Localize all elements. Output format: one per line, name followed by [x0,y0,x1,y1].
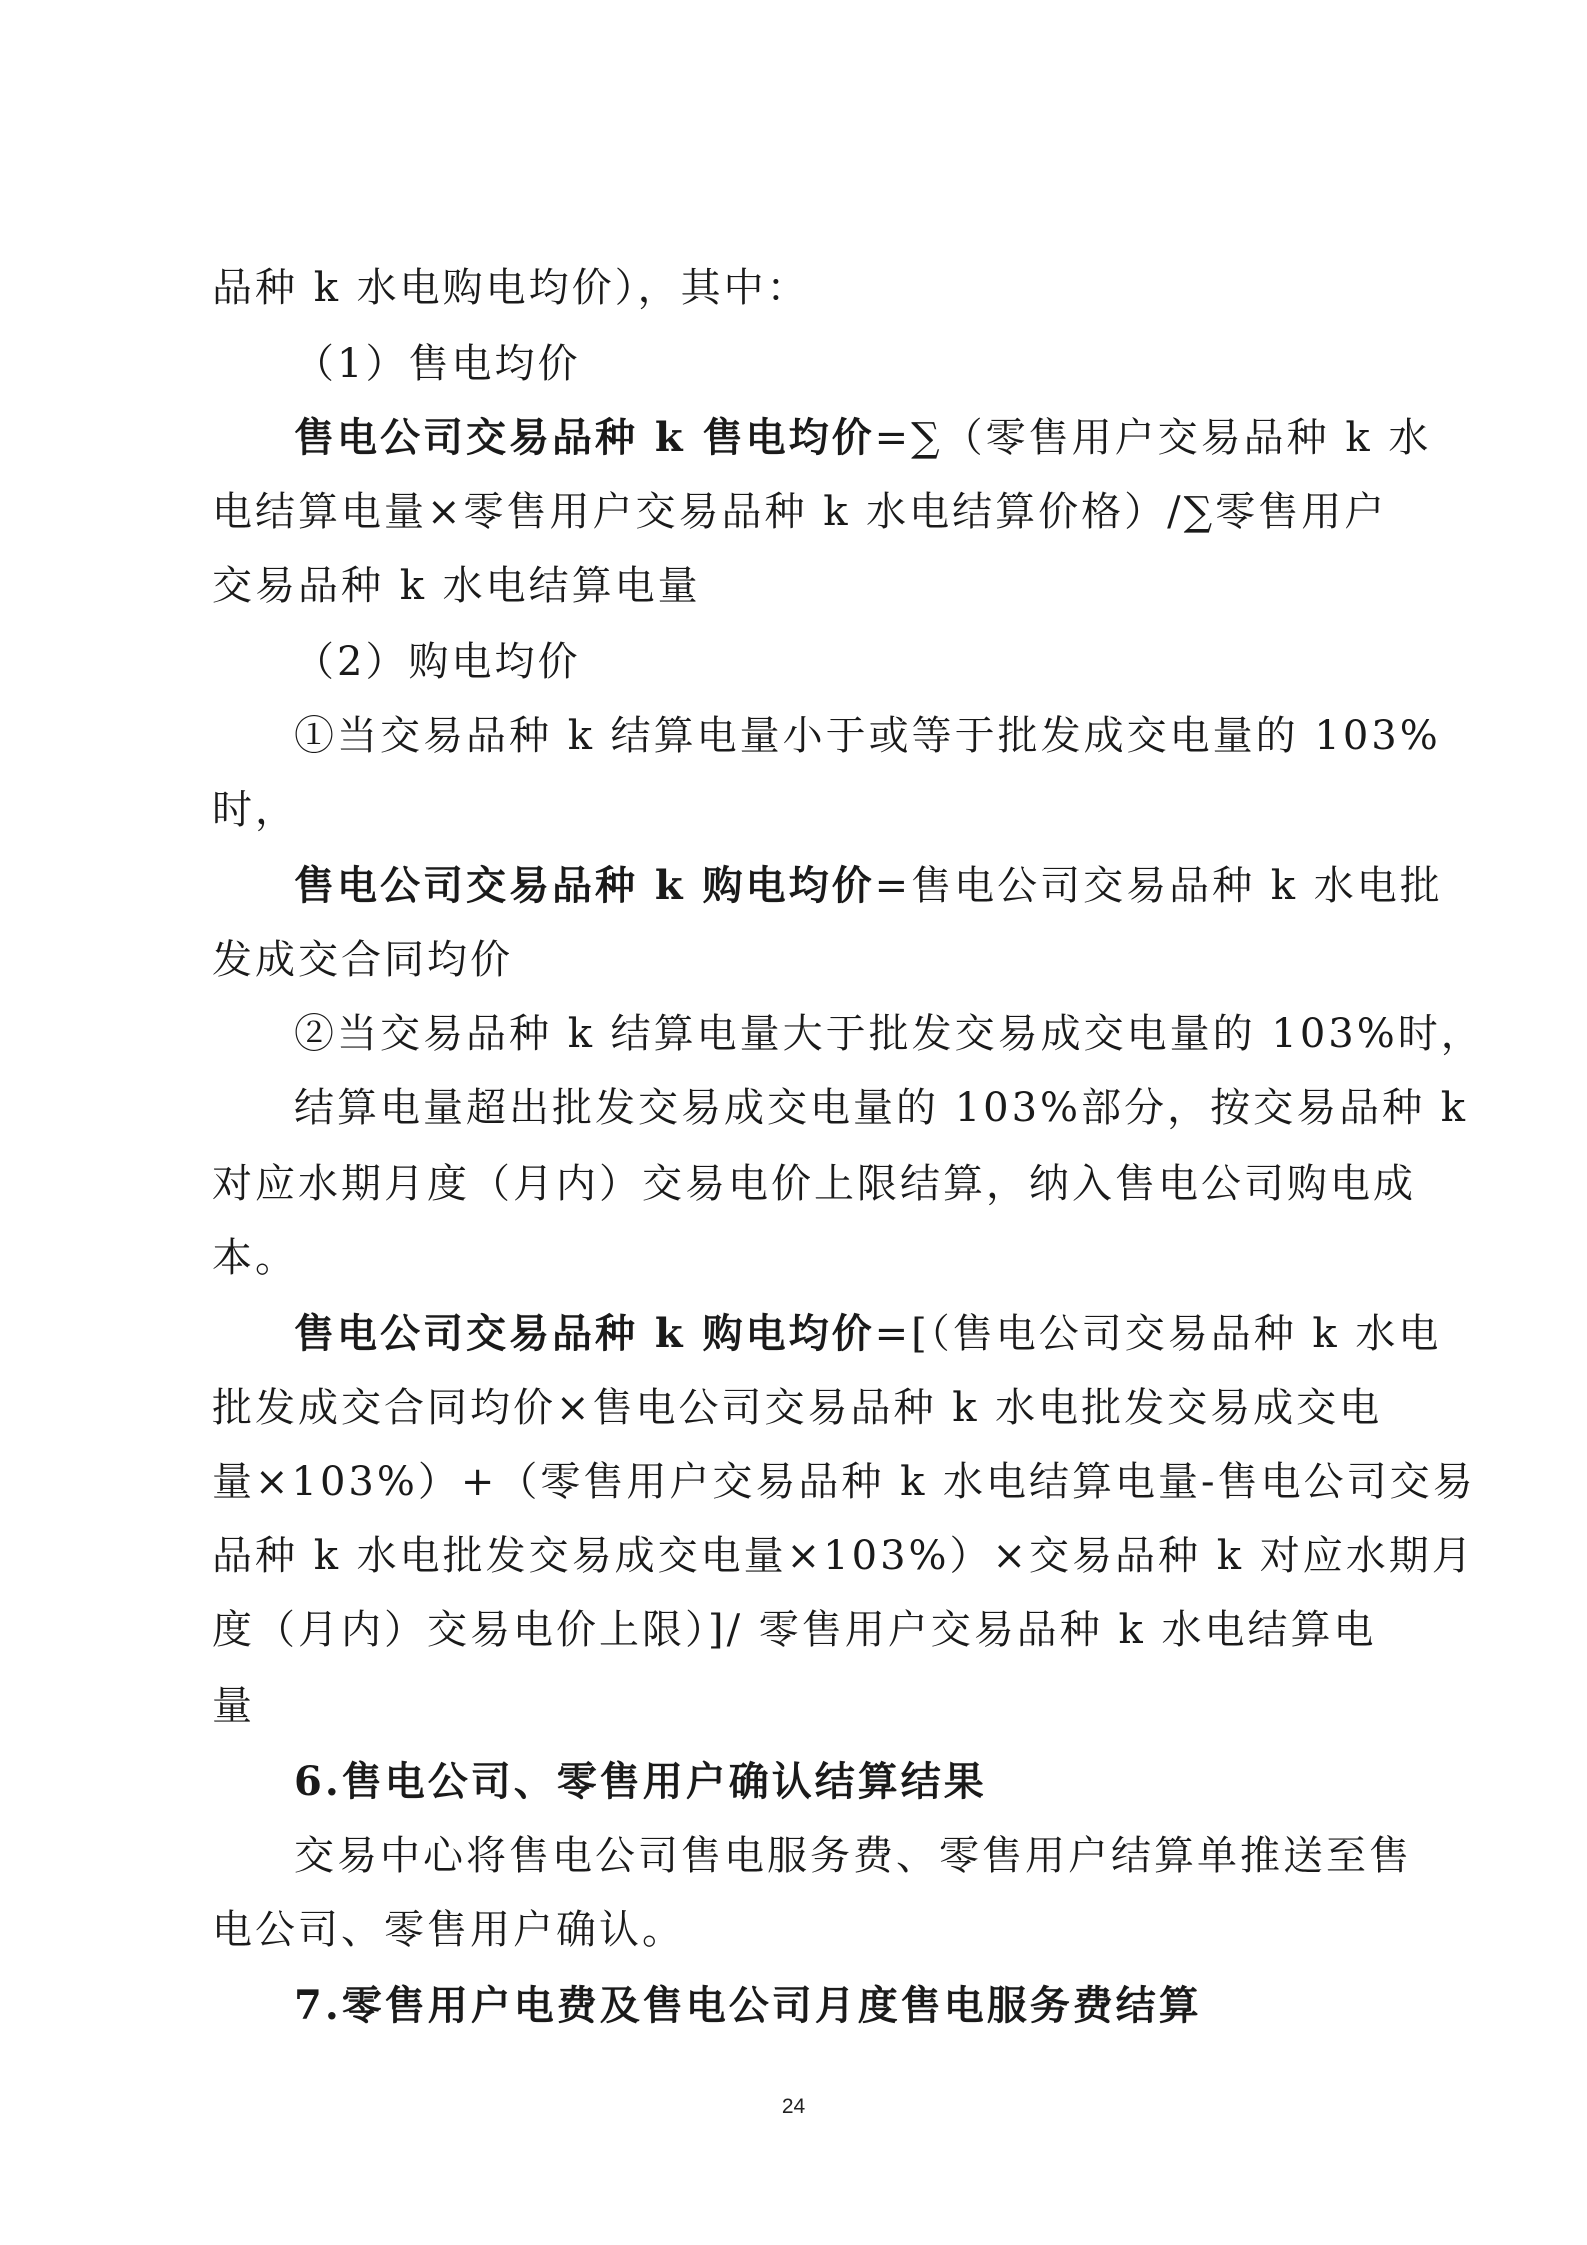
paragraph-line [212,1904,685,1956]
paragraph-line [212,262,810,314]
body-text: 量 [212,1683,255,1729]
paragraph-line [212,560,701,612]
paragraph-line [294,710,1441,762]
body-text: ②当交易品种 k 结算电量大于批发交易成交电量的 103%时， [294,1011,1484,1057]
paragraph-line [212,934,513,986]
page-number: 24 [781,2095,806,2118]
paragraph-line [212,1158,1416,1210]
paragraph-line [212,486,1387,538]
body-text: （1）售电均价 [294,341,581,387]
body-text: （2）购电均价 [294,639,581,685]
heading-text: 7.零售用户电费及售电公司月度售电服务费结算 [294,1982,1202,2029]
body-text: 发成交合同均价 [212,937,513,983]
formula-term: 售电公司交易品种 k 购电均价 [294,862,875,909]
paragraph-line [294,1082,1468,1134]
body-text: 结算电量超出批发交易成交电量的 103%部分，按交易品种 k [294,1085,1469,1131]
paragraph-line [294,1830,1412,1882]
body-text: ①当交易品种 k 结算电量小于或等于批发成交电量的 103% [294,713,1441,759]
paragraph-line [212,784,298,836]
body-text: 批发成交合同均价×售电公司交易品种 k 水电批发交易成交电 [212,1385,1383,1431]
body-text: 对应水期月度（月内）交易电价上限结算，纳入售电公司购电成 [212,1161,1416,1207]
paragraph-line [212,1232,298,1284]
formula-term: 售电公司交易品种 k 购电均价 [294,1310,875,1357]
formula-line [294,1308,1441,1360]
section-heading-buy-price [294,636,580,688]
body-text: 交易中心将售电公司售电服务费、零售用户结算单推送至售 [294,1833,1412,1879]
body-text: 本。 [212,1235,298,1281]
paragraph-line [212,1382,1382,1434]
body-text: =∑（零售用户交易品种 k 水 [874,415,1432,461]
formula-term: 售电公司交易品种 k 售电均价 [294,414,875,461]
body-text: 品种 k 水电批发交易成交电量×103%）×交易品种 k 对应水期月 [212,1533,1475,1579]
body-text: 时， [212,787,298,833]
body-text: 电公司、零售用户确认。 [212,1907,685,1953]
paragraph-line [212,1680,255,1732]
section-heading-fee-settlement [294,1980,1202,2032]
formula-line [294,412,1431,464]
heading-text: 6.售电公司、零售用户确认结算结果 [294,1758,987,1805]
paragraph-line [212,1530,1475,1582]
paragraph-line [212,1604,1376,1656]
body-text: =售电公司交易品种 k 水电批 [874,863,1443,909]
body-text: =[（售电公司交易品种 k 水电 [874,1311,1442,1357]
body-text: 交易品种 k 水电结算电量 [212,563,701,609]
section-heading-sell-price [294,338,580,390]
paragraph-line [294,1008,1484,1060]
body-text: 电结算电量×零售用户交易品种 k 水电结算价格）/∑零售用户 [212,489,1388,535]
section-heading-confirm-settlement [294,1756,987,1808]
body-text: 度（月内）交易电价上限）]/ 零售用户交易品种 k 水电结算电 [212,1607,1377,1653]
formula-line [294,860,1443,912]
body-text: 品种 k 水电购电均价），其中： [212,265,810,311]
paragraph-line [212,1456,1476,1508]
body-text: 量×103%）+（零售用户交易品种 k 水电结算电量-售电公司交易 [212,1459,1476,1505]
